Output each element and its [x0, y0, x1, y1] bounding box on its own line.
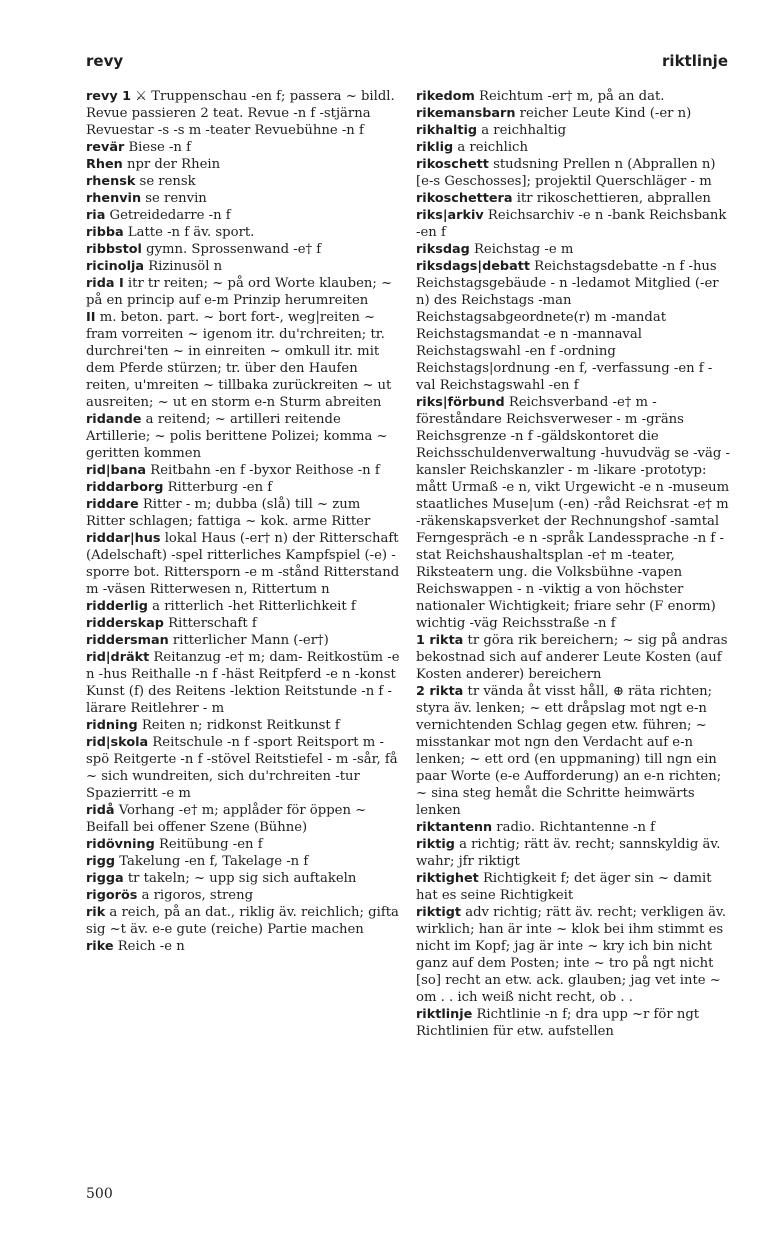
entry-definition: tr takeln; ~ upp sig sich auftakeln — [127, 871, 357, 886]
entry-definition: a richtig; rätt äv. recht; sannskyldig äv. wahr; jfr riktigt — [416, 837, 721, 869]
entry-definition: Reichtum -er† m, på an dat. — [479, 89, 665, 104]
entry-headword: rid|skola — [86, 735, 149, 750]
entry-definition: reicher Leute Kind (-er n) — [519, 106, 692, 121]
dictionary-entry — [86, 853, 400, 870]
entry-definition: se rensk — [139, 174, 196, 189]
left-column — [86, 88, 400, 955]
entry-definition: a reichlich — [457, 140, 528, 155]
entry-definition: Reitbahn -en f -byxor Reithose -n f — [150, 463, 380, 478]
entry-headword: ridderskap — [86, 616, 164, 631]
entry-definition: Ritterburg -en f — [167, 480, 273, 495]
entry-headword: ridövning — [86, 837, 155, 852]
entry-headword: ridning — [86, 718, 138, 733]
entry-headword: rhenvin — [86, 191, 142, 206]
entry-definition: Takelung -en f, Takelage -n f — [119, 854, 309, 869]
entry-headword: Rhen — [86, 157, 123, 172]
entry-definition: Rizinusöl n — [148, 259, 223, 274]
entry-definition: a reichhaltig — [481, 123, 567, 138]
entry-headword: rikedom — [416, 89, 475, 104]
dictionary-entry — [86, 156, 400, 173]
entry-definition: Reichstagsdebatte -n f -hus Reichstagsgebäude - n -ledamot Mitglied (-er n) des Reichstags -man Reichstagsabgeordnete(r) m -mandat Reichstagsmandat -e n -mannaval Reichstagswahl -en f -ordning Reichstags|ordnung -en f, -verfassung -en f -val Reichstagswahl -en f — [416, 259, 719, 393]
dictionary-entry — [416, 394, 730, 632]
dictionary-entry — [416, 632, 730, 683]
entry-headword: revy 1 — [86, 89, 132, 104]
entry-headword: rid|dräkt — [86, 650, 150, 665]
entry-headword: rigg — [86, 854, 116, 869]
dictionary-entry — [416, 1006, 730, 1040]
dictionary-entry — [416, 819, 730, 836]
dictionary-entry — [416, 190, 730, 207]
entry-headword: riddar|hus — [86, 531, 161, 546]
entry-headword: rik — [86, 905, 106, 920]
dictionary-entry — [86, 938, 400, 955]
entry-definition: ritterlicher Mann (-er†) — [172, 633, 329, 648]
entry-headword: riklig — [416, 140, 454, 155]
entry-headword: rike — [86, 939, 114, 954]
page-number: 500 — [86, 1186, 113, 1202]
entry-definition: adv richtig; rätt äv. recht; verkligen äv. wirklich; han är inte ~ klok bei ihm stimmt es nicht im Kopf; jag är inte ~ kry ich bin nicht ganz auf dem Posten; inte ~ tro på ngt nicht [so] recht an etw. ack. glauben; jag vet inte ~ om . . ich weiß nicht recht, ob . . — [416, 905, 727, 1005]
dictionary-entry — [86, 88, 400, 139]
dictionary-entry — [86, 836, 400, 853]
entry-definition: Ritterschaft f — [168, 616, 257, 631]
entry-headword: rigorös — [86, 888, 138, 903]
entry-definition: itr tr reiten; ~ på ord Worte klauben; ~ på en princip auf e-m Prinzip herumreiten — [86, 276, 393, 308]
entry-definition: tr göra rik bereichern; ~ sig på andras bekostnad sich auf anderer Leute Kosten (auf Kosten anderer) bereichern — [416, 633, 728, 682]
dictionary-entry — [86, 904, 400, 938]
entry-definition: lokal Haus (-er† n) der Ritterschaft (Adelschaft) -spel ritterliches Kampfspiel (-e) -sporre bot. Rittersporn -e m -stånd Ritterstand m -väsen Ritterwesen n, Rittertum n — [86, 531, 400, 597]
entry-headword: riksdag — [416, 242, 470, 257]
dictionary-entry — [86, 190, 400, 207]
entry-definition: Reichsverband -e† m -föreståndare Reichsverweser - m -gräns Reichsgrenze -n f -gäldskontoret die Reichsschuldenverwaltung -huvudväg se -väg -kansler Reichskanzler - m -likare -prototyp: mått Urmaß -e n, vikt Urgewicht -e n -museum staatliches Muse|um (-en) -råd Reichsrat -e† m -räkenskapsverket der Rechnungshof -samtal Ferngespräch -e n -språk Landessprache -n f -stat Reichshaushaltsplan -e† m -teater, Riksteatern ung. die Volksbühne -vapen Reichswappen - n -viktig a von höchster nationaler Wichtigkeit; friare sehr (F enorm) wichtig -väg Reichsstraße -n f — [416, 395, 730, 631]
dictionary-entry — [86, 309, 400, 411]
dictionary-entry — [86, 411, 400, 462]
entry-definition: Richtlinie -n f; dra upp ~r för ngt Richtlinien für etw. aufstellen — [416, 1007, 700, 1039]
entry-definition: Getreidedarre -n f — [109, 208, 231, 223]
entry-headword: rid|bana — [86, 463, 147, 478]
entry-definition: Ritter - m; dubba (slå) till ~ zum Ritter schlagen; fattiga ~ kok. arme Ritter — [86, 497, 371, 529]
entry-headword: riktigt — [416, 905, 461, 920]
entry-headword: 1 rikta — [416, 633, 464, 648]
dictionary-entry — [416, 105, 730, 122]
entry-definition: Richtigkeit f; det äger sin ~ damit hat es seine Richtigkeit — [416, 871, 712, 903]
dictionary-entry — [416, 683, 730, 819]
entry-headword: riddarborg — [86, 480, 164, 495]
entry-headword: ribbstol — [86, 242, 142, 257]
dictionary-entry — [416, 836, 730, 870]
dictionary-entry — [86, 802, 400, 836]
entry-headword: rikemansbarn — [416, 106, 516, 121]
entry-headword: ricinolja — [86, 259, 144, 274]
entry-definition: Reich -e n — [117, 939, 185, 954]
dictionary-entry — [86, 649, 400, 717]
entry-definition: a reich, på an dat., riklig äv. reichlich; gifta sig ~t äv. e-e gute (reiche) Partie machen — [86, 905, 399, 937]
dictionary-entry — [416, 258, 730, 394]
entry-headword: riddare — [86, 497, 139, 512]
dictionary-entry — [86, 462, 400, 479]
entry-headword: ria — [86, 208, 106, 223]
entry-definition: Vorhang -e† m; applåder för öppen ~ Beifall bei offener Szene (Bühne) — [86, 803, 367, 835]
dictionary-entry — [86, 479, 400, 496]
dictionary-entry — [86, 598, 400, 615]
dictionary-entry — [86, 734, 400, 802]
dictionary-entry — [416, 870, 730, 904]
dictionary-entry — [86, 275, 400, 309]
entry-definition: m. beton. part. ~ bort fort-, weg|reiten ~ fram vorreiten ~ igenom itr. du'rchreiten; tr. durchrei'ten ~ in einreiten ~ omkull itr. mit dem Pferde stürzen; tr. über den Haufen reiten, u'mreiten ~ tillbaka zurückreiten ~ ut ausreiten; ~ ut en storm e-n Sturm abreiten — [86, 310, 392, 410]
entry-definition: studsning Prellen n (Abprallen n) [e-s Geschosses]; projektil Querschläger - m — [416, 157, 716, 189]
entry-definition: se renvin — [145, 191, 207, 206]
dictionary-entry — [86, 224, 400, 241]
entry-headword: rikoschett — [416, 157, 489, 172]
entry-definition: a ritterlich -het Ritterlichkeit f — [152, 599, 356, 614]
dictionary-entry — [86, 887, 400, 904]
dictionary-entry — [416, 122, 730, 139]
dictionary-entry — [416, 139, 730, 156]
entry-definition: Reitanzug -e† m; dam- Reitkostüm -e n -hus Reithalle -n f -häst Reitpferd -e n -konst Kunst (f) des Reitens -lektion Reitstunde -n f -lärare Reitlehrer - m — [86, 650, 400, 716]
entry-headword: 2 rikta — [416, 684, 464, 699]
dictionary-entry — [86, 496, 400, 530]
running-header-left: revy — [86, 52, 124, 70]
dictionary-entry — [86, 717, 400, 734]
dictionary-entry — [86, 632, 400, 649]
dictionary-entry — [416, 156, 730, 190]
entry-headword: riktlinje — [416, 1007, 473, 1022]
dictionary-entry — [86, 173, 400, 190]
entry-headword: ridå — [86, 803, 115, 818]
entry-headword: riks|arkiv — [416, 208, 484, 223]
entry-definition: radio. Richtantenne -n f — [496, 820, 656, 835]
entry-headword: riddersman — [86, 633, 169, 648]
entry-headword: ridderlig — [86, 599, 148, 614]
entry-headword: rida I — [86, 276, 124, 291]
entry-headword: riktig — [416, 837, 455, 852]
entry-headword: ridande — [86, 412, 142, 427]
entry-definition: Reiten n; ridkonst Reitkunst f — [141, 718, 340, 733]
entry-definition: tr vända åt visst håll, ⊕ räta richten; styra äv. lenken; ~ ett dråpslag mot ngt e-n vernichtenden Schlag gegen etw. führen; ~ misstankar mot ngn den Verdacht auf e-n lenken; ~ ett ord (en uppmaning) till ngn ein paar Worte (e-e Aufforderung) an e-n richten; ~ sina steg hemåt die Schritte heimwärts lenken — [416, 684, 722, 818]
dictionary-entry — [86, 241, 400, 258]
dictionary-entry — [416, 904, 730, 1006]
entry-definition: a rigoros, streng — [141, 888, 254, 903]
running-header-right: riktlinje — [662, 52, 728, 70]
dictionary-entry — [86, 615, 400, 632]
entry-headword: rikoschettera — [416, 191, 513, 206]
entry-headword: II — [86, 310, 96, 325]
entry-definition: a reitend; ~ artilleri reitende Artillerie; ~ polis berittene Polizei; komma ~ geritten kommen — [86, 412, 388, 461]
entry-definition: Reitschule -n f -sport Reitsport m -spö Reitgerte -n f -stövel Reitstiefel - m -sår, få ~ sich wundreiten, sich du'rchreiten -tur Spazierritt -e m — [86, 735, 398, 801]
dictionary-entry — [86, 139, 400, 156]
entry-headword: rhensk — [86, 174, 136, 189]
entry-definition: itr rikoschettieren, abprallen — [516, 191, 711, 206]
entry-definition: Reichsarchiv -e n -bank Reichsbank -en f — [416, 208, 727, 240]
dictionary-entry — [416, 207, 730, 241]
entry-headword: riksdags|debatt — [416, 259, 530, 274]
dictionary-entry — [86, 530, 400, 598]
dictionary-entry — [86, 870, 400, 887]
entry-definition: Latte -n f äv. sport. — [127, 225, 255, 240]
dictionary-entry — [416, 88, 730, 105]
dictionary-entry — [86, 207, 400, 224]
entry-definition: Reitübung -en f — [158, 837, 263, 852]
entry-definition: gymn. Sprossenwand -e† f — [146, 242, 322, 257]
entry-headword: ribba — [86, 225, 124, 240]
entry-definition: Reichstag -e m — [473, 242, 574, 257]
entry-headword: rigga — [86, 871, 124, 886]
entry-headword: revär — [86, 140, 125, 155]
entry-definition: npr der Rhein — [126, 157, 221, 172]
entry-headword: rikhaltig — [416, 123, 478, 138]
right-column — [416, 88, 730, 1040]
dictionary-entry — [86, 258, 400, 275]
dictionary-entry — [416, 241, 730, 258]
entry-definition: ⚔ Truppenschau -en f; passera ~ bildl. Revue passieren 2 teat. Revue -n f -stjärna Revuestar -s -s m -teater Revuebühne -n f — [86, 89, 395, 138]
entry-headword: riktighet — [416, 871, 479, 886]
entry-headword: riks|förbund — [416, 395, 505, 410]
entry-headword: riktantenn — [416, 820, 493, 835]
entry-definition: Biese -n f — [128, 140, 191, 155]
